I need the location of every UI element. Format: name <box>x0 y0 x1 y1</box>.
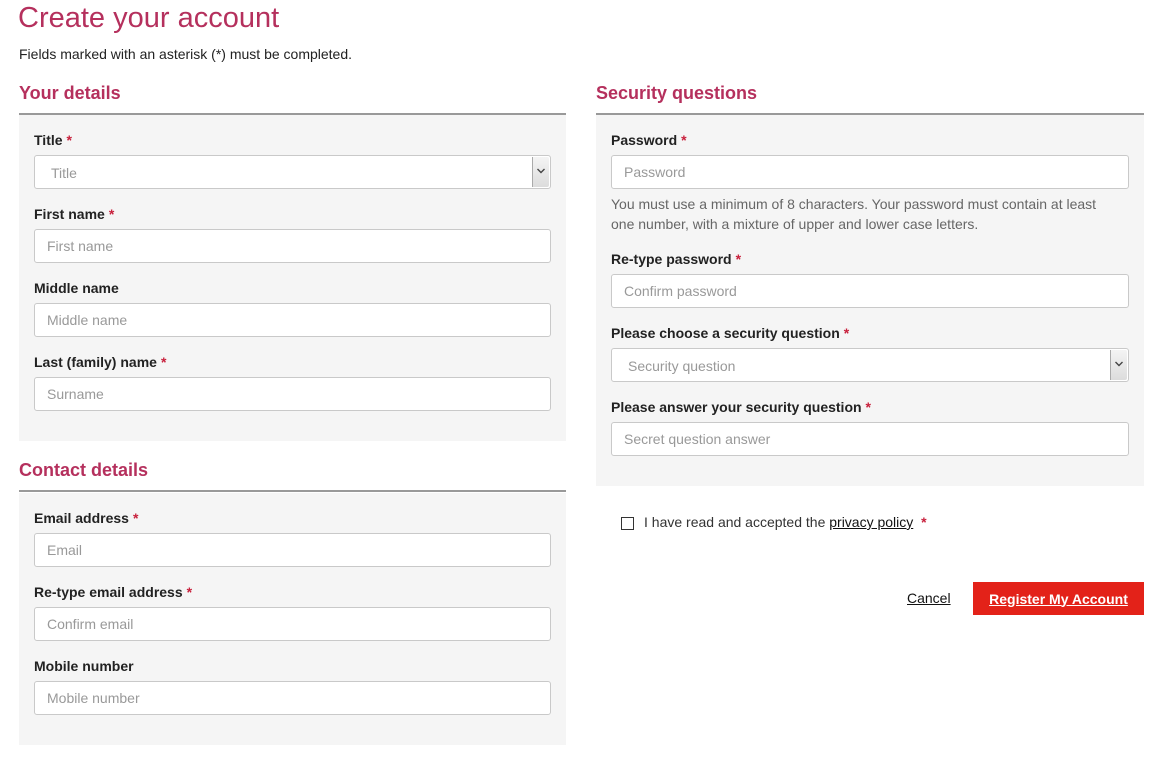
security-answer-label: Please answer your security question * <box>611 399 871 415</box>
first-name-input[interactable] <box>34 229 551 263</box>
contact-details-heading: Contact details <box>19 460 566 492</box>
security-questions-panel <box>596 115 1144 486</box>
middle-name-label: Middle name <box>34 280 119 296</box>
confirm-password-input[interactable] <box>611 274 1129 308</box>
last-name-input[interactable] <box>34 377 551 411</box>
mobile-label: Mobile number <box>34 658 134 674</box>
contact-details-panel <box>19 493 566 745</box>
middle-name-input[interactable] <box>34 303 551 337</box>
chevron-down-icon[interactable] <box>1110 350 1127 380</box>
register-account-button[interactable]: Register My Account <box>973 582 1144 615</box>
security-questions-heading: Security questions <box>596 83 1144 115</box>
privacy-policy-label: I have read and accepted the privacy policy * <box>644 514 927 530</box>
password-input[interactable] <box>611 155 1129 189</box>
title-select[interactable] <box>34 155 551 189</box>
confirm-email-input[interactable] <box>34 607 551 641</box>
title-label: Title * <box>34 132 72 148</box>
mobile-input[interactable] <box>34 681 551 715</box>
privacy-policy-checkbox[interactable] <box>621 517 634 530</box>
password-label: Password * <box>611 132 687 148</box>
first-name-label: First name * <box>34 206 115 222</box>
email-label: Email address * <box>34 510 139 526</box>
privacy-policy-link[interactable]: privacy policy <box>829 514 914 530</box>
security-question-select[interactable] <box>611 348 1129 382</box>
confirm-password-label: Re-type password * <box>611 251 742 267</box>
chevron-down-icon[interactable] <box>532 157 549 187</box>
required-fields-note: Fields marked with an asterisk (*) must be completed. <box>19 46 353 62</box>
your-details-panel <box>19 115 566 441</box>
password-help-text: You must use a minimum of 8 characters. Your password must contain at least one number, with a mixture of upper and lower case letters. <box>611 196 1097 232</box>
page-title: Create your account <box>18 2 280 34</box>
title-select-value: Title <box>51 165 77 181</box>
security-answer-input[interactable] <box>611 422 1129 456</box>
your-details-heading: Your details <box>19 83 566 115</box>
confirm-email-label: Re-type email address * <box>34 584 193 600</box>
security-question-label: Please choose a security question * <box>611 325 850 341</box>
email-input[interactable] <box>34 533 551 567</box>
security-question-value: Security question <box>628 358 736 374</box>
cancel-link[interactable]: Cancel <box>907 590 951 606</box>
last-name-label: Last (family) name * <box>34 354 167 370</box>
